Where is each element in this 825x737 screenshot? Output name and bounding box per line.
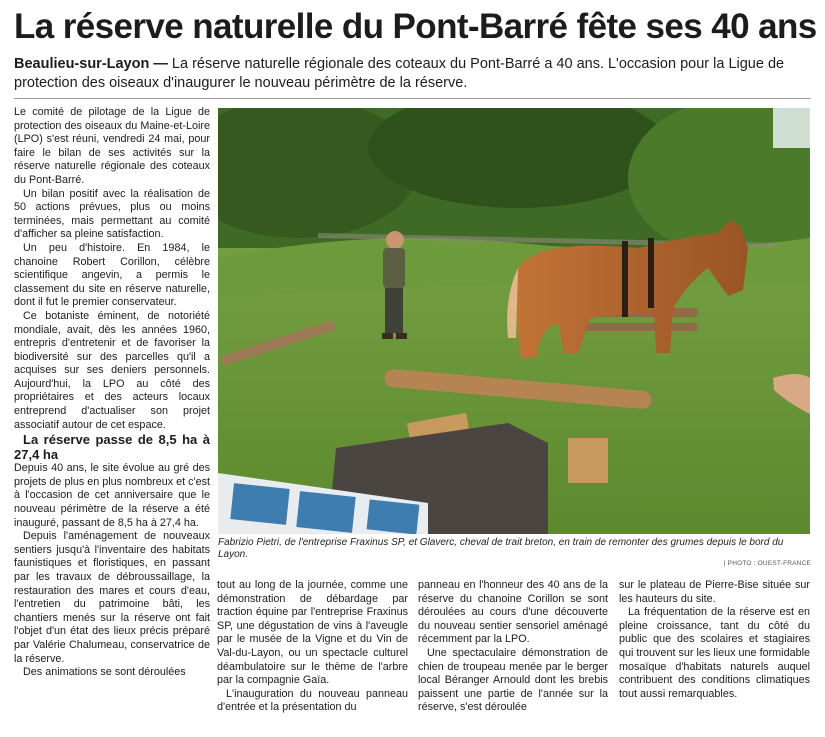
paragraph: Ce botaniste éminent, de notoriété mondiale, avait, dès les années 1960, entrepris d'entretenir et de favoriser la biodiversité sur des parcelles qu'il a acquises sur ses deniers personnels. Aujourd'hui, la LPO au côté des propriétaires et des acteurs locaux entreprend d'actualiser son projet associatif autour de cet espace. — [14, 309, 210, 431]
photo-caption: Fabrizio Pietri, de l'entreprise Fraxinus SP, et Glaverc, cheval de trait breton, en train de remonter des grumes depuis le bord du Layon. — [218, 537, 784, 560]
paragraph: Une spectaculaire démonstration de chien de troupeau menée par le berger local Béranger Arnould dont les brebis paissent une partie de l'année sur la réserve, s'est déroulée — [418, 646, 608, 714]
article-chapo — [14, 55, 814, 93]
header-rule — [14, 98, 811, 99]
paragraph: L'inauguration du nouveau panneau d'entrée et la présentation du — [217, 687, 408, 714]
column-1 — [14, 106, 210, 680]
column-4 — [619, 579, 810, 701]
paragraph: Le comité de pilotage de la Ligue de protection des oiseaux du Maine-et-Loire (LPO) s'est réuni, vendredi 24 mai, pour faire le bilan de ses activités sur la réserve naturelle régionale des coteaux du Pont-Barré. — [14, 106, 210, 186]
subheading: La réserve passe de 8,5 ha à 27,4 ha — [14, 432, 210, 463]
chapo-text: La réserve naturelle régionale des coteaux du Pont-Barré a 40 ans. L'occasion pour la Ligue de protection des oiseaux d'inaugurer le nouveau périmètre de la réserve. — [14, 56, 785, 91]
paragraph: Des animations se sont déroulées — [23, 666, 186, 679]
paragraph: sur le plateau de Pierre-Bise située sur les hauteurs du site. — [619, 579, 810, 605]
photo-credit: | PHOTO : OUEST-FRANCE — [723, 560, 811, 567]
paragraph: tout au long de la journée, comme une démonstration de débardage par traction équine par l'entreprise Fraxinus SP, une dégustation de vins à l'aveugle par le musée de la Vigne et du Vin de Val-du-Layon, ou un spectacle culturel déambulatoire sur le thème de l'arbre par la compagnie Gaïa. — [217, 579, 408, 687]
photo-horse-logging — [218, 108, 810, 534]
paragraph: Un bilan positif avec la réalisation de 50 actions prévues, plus ou moins terminées, mais permettant au comité d'afficher sa pleine satisfaction. — [14, 187, 210, 241]
paragraph: La fréquentation de la réserve est en pleine croissance, tant du côté du public que des scolaires et stagiaires qui trouvent sur les lieux une formidable mosaïque d'habitats naturels auquel contribuent des conditions climatiques tout aussi remarquables. — [619, 606, 810, 700]
paragraph: Depuis 40 ans, le site évolue au gré des projets de plus en plus nombreux et c'est à l'occasion de cet anniversaire que le nouveau périmètre de la réserve a été inauguré, passant de 8,5 ha à 27,4 ha. — [14, 462, 210, 529]
paragraph: Un peu d'histoire. En 1984, le chanoine Robert Corillon, célèbre scientifique angevin, a permis le classement du site en réserve naturelle, dont il fut le premier conservateur. — [14, 241, 210, 309]
column-3 — [418, 579, 608, 715]
dateline: Beaulieu-sur-Layon — — [14, 56, 168, 72]
article-photo — [218, 108, 810, 534]
paragraph: Depuis l'aménagement de nouveaux sentiers jusqu'à l'inventaire des habitats faunistiques et floristiques, en passant par les travaux de débroussaillage, la restauration des mares et cours d'eau, l'entretien du patrimoine bâti, les chantiers menés sur la réserve ont fait l'objet d'un état des lieux précis préparé par Valérie Chalumeau, conservatrice de la réserve. — [14, 530, 210, 665]
column-2 — [217, 579, 408, 715]
paragraph: panneau en l'honneur des 40 ans de la réserve du chanoine Corillon se sont déroulées au cours d'une découverte du nouveau sentier sensoriel aménagé récemment par la LPO. — [418, 579, 608, 646]
article-headline: La réserve naturelle du Pont-Barré fête ses 40 ans — [14, 7, 817, 46]
